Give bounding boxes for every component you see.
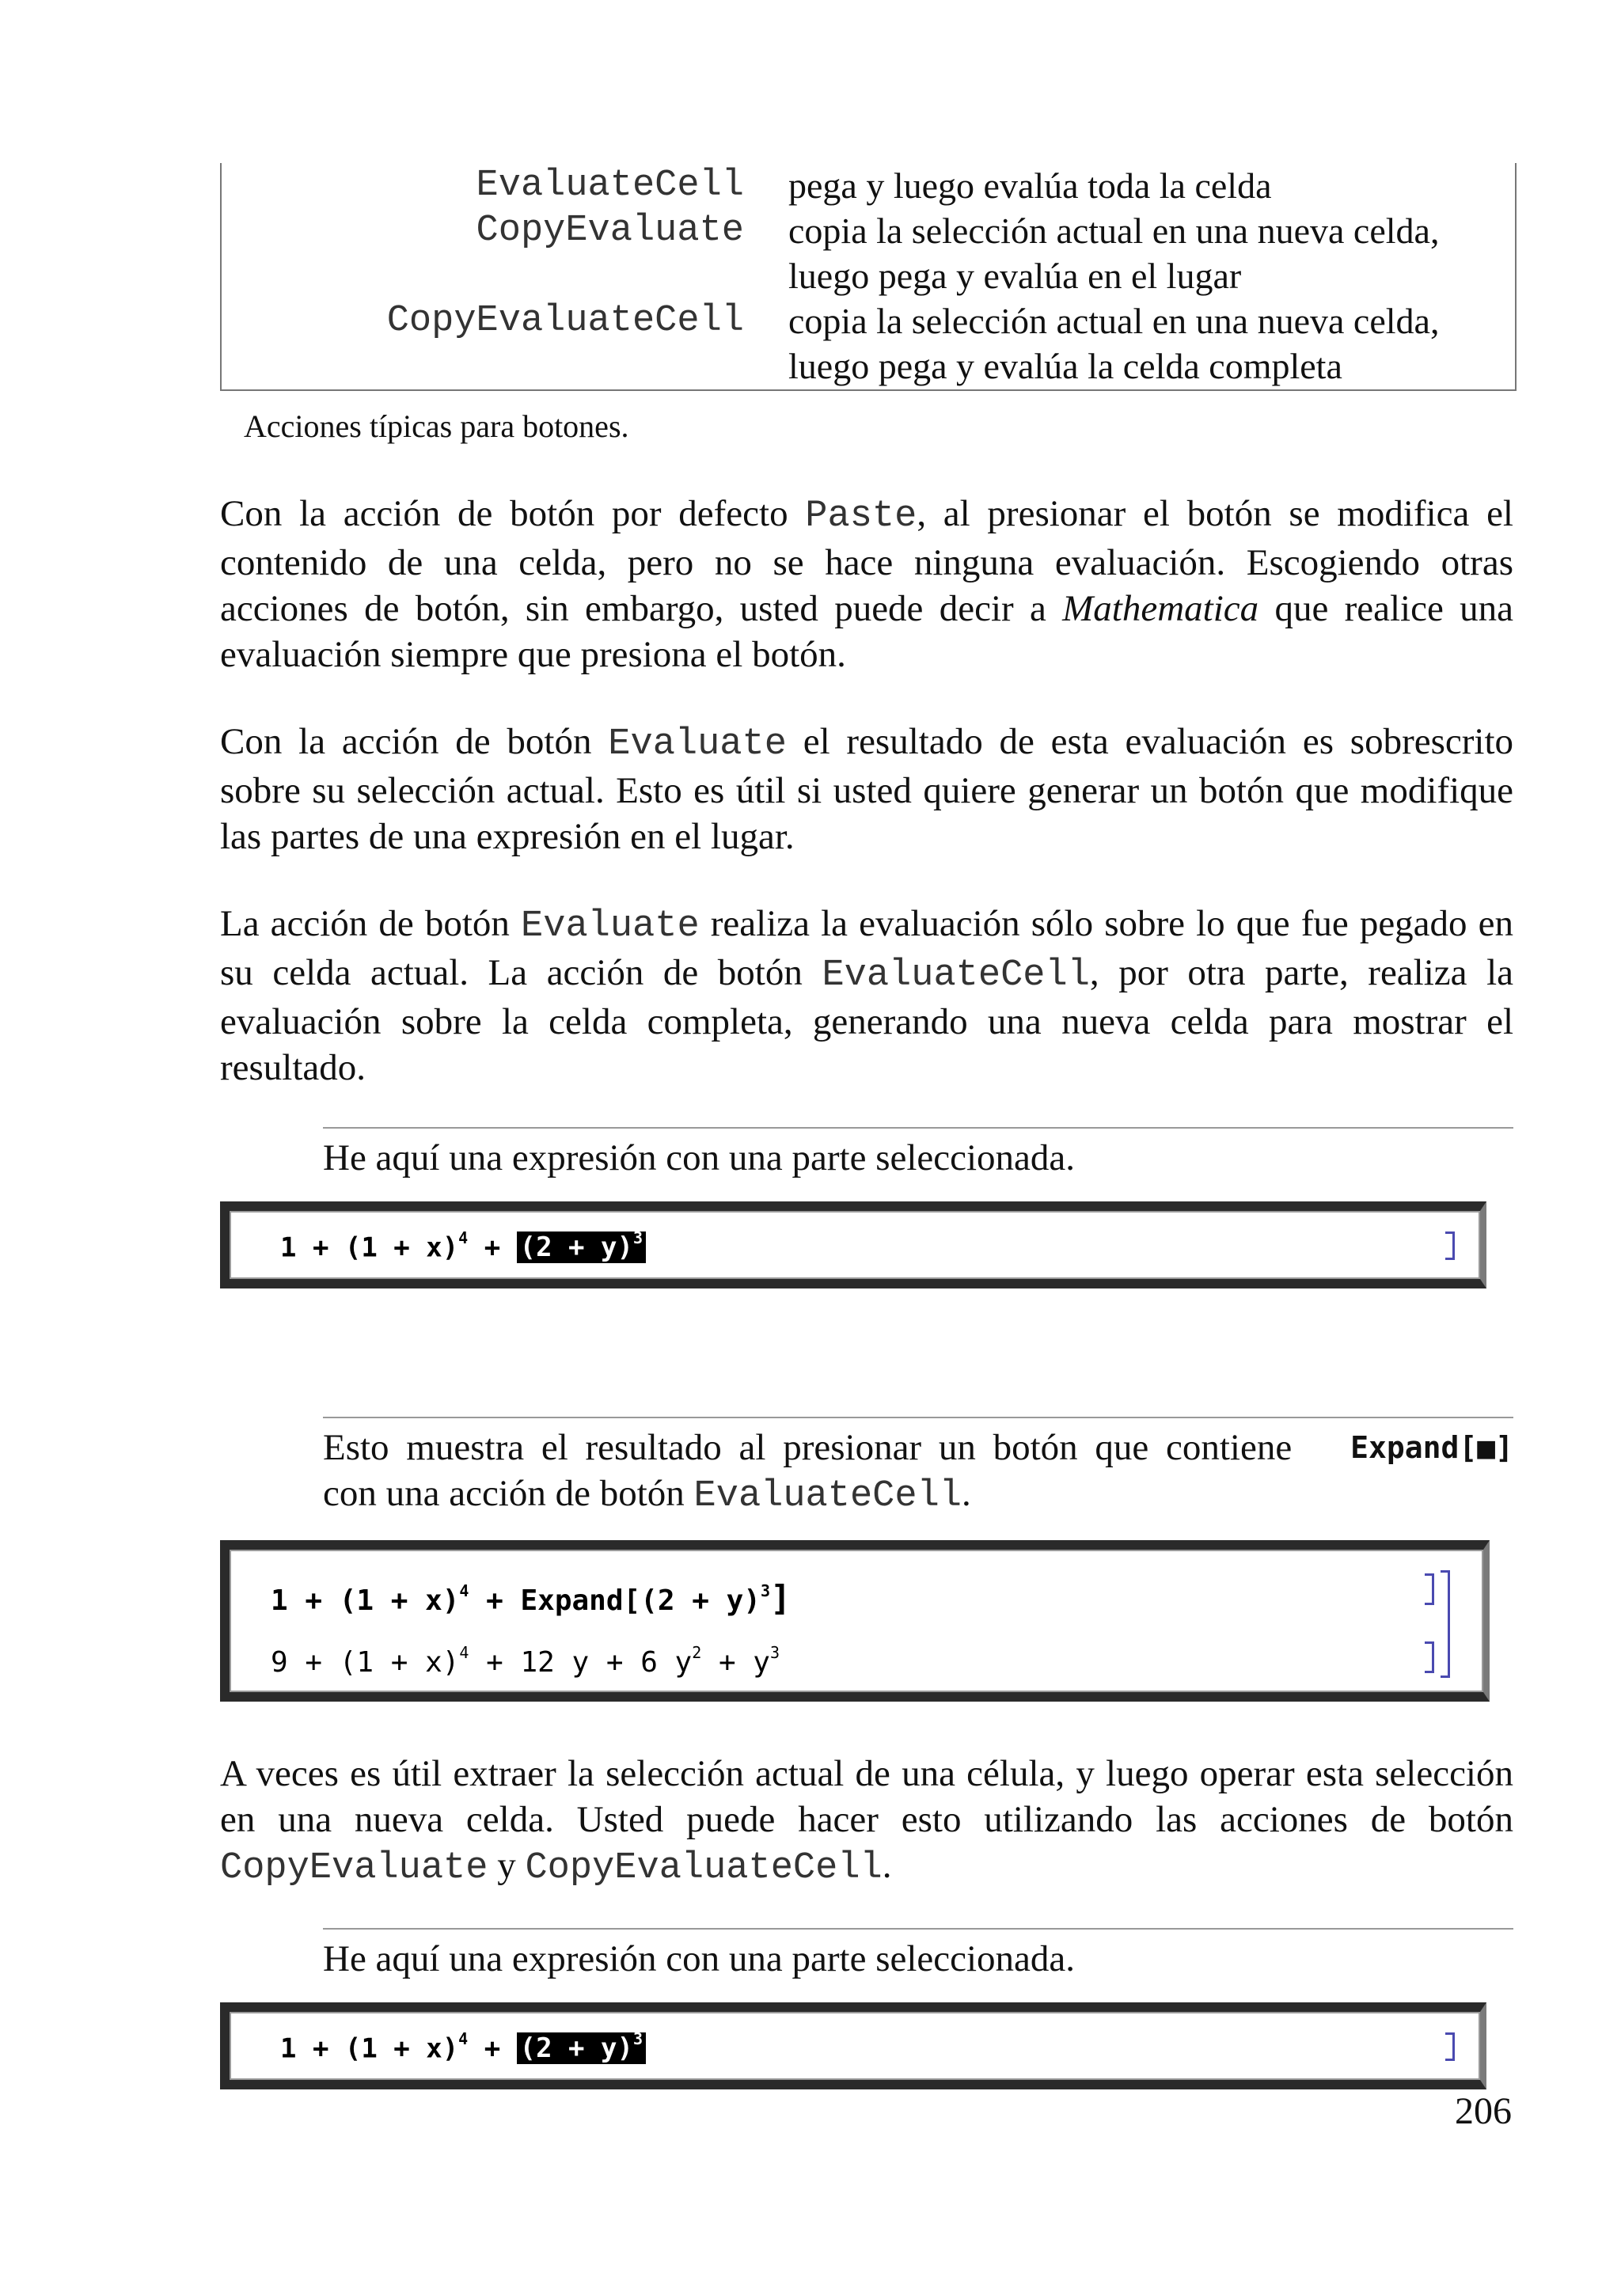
emphasis: Mathematica bbox=[1062, 588, 1259, 629]
example-note: He aquí una expresión con una parte seleccionada. bbox=[323, 1938, 1076, 1979]
expr-part: 9 + (1 + x) bbox=[271, 1646, 460, 1679]
notebook-cell[interactable] bbox=[220, 1201, 1486, 1288]
input-expression bbox=[271, 1578, 791, 1619]
text: Esto muestra el resultado al presionar un botón que contiene bbox=[323, 1427, 1293, 1468]
button-actions-table bbox=[220, 163, 1517, 391]
expr-part: 1 + (1 + x) bbox=[271, 1584, 460, 1617]
inline-code: Expand[■] bbox=[1350, 1430, 1513, 1465]
text: y bbox=[488, 1845, 526, 1886]
text: Con la acción de botón por defecto bbox=[220, 493, 806, 534]
expr-part: 1 + (1 + x) bbox=[280, 1231, 459, 1264]
exponent: 3 bbox=[632, 2029, 643, 2048]
divider bbox=[323, 1127, 1513, 1129]
exponent: 2 bbox=[692, 1643, 702, 1662]
table-cell-description: luego pega y evalúa la celda completa bbox=[788, 346, 1342, 386]
example-note: He aquí una expresión con una parte seleccionada. bbox=[323, 1137, 1076, 1178]
text: que realice una evaluación siempre que presiona el botón. bbox=[220, 588, 1513, 675]
exponent: 3 bbox=[632, 1228, 643, 1247]
text: A veces es útil extraer la selección actual de una célula, y luego operar esta selección en una nueva celda. Usted puede hacer esto utilizando las acciones de botón bbox=[220, 1753, 1513, 1840]
expression bbox=[280, 2029, 646, 2065]
notebook-cell-group[interactable] bbox=[220, 1540, 1490, 1702]
notebook-cell[interactable] bbox=[220, 2002, 1486, 2089]
note-line bbox=[323, 1425, 1513, 1471]
text: . bbox=[882, 1845, 892, 1886]
exponent: 4 bbox=[458, 2029, 469, 2048]
inline-code: CopyEvaluate bbox=[220, 1847, 488, 1889]
table-cell-command: CopyEvaluateCell bbox=[386, 300, 744, 342]
paragraph-3 bbox=[220, 901, 1513, 1091]
table-cell-command: CopyEvaluate bbox=[476, 210, 744, 252]
expr-part: + bbox=[468, 2032, 517, 2065]
group-bracket[interactable] bbox=[1441, 1570, 1450, 1678]
inline-code: EvaluateCell bbox=[693, 1475, 962, 1517]
text: Con la acción de botón bbox=[220, 721, 609, 762]
selected-subexpression[interactable] bbox=[517, 2029, 646, 2065]
expr-part: (2 + y) bbox=[519, 1231, 633, 1264]
inline-code: Paste bbox=[805, 495, 917, 537]
table-caption: Acciones típicas para botones. bbox=[244, 408, 629, 444]
selected-subexpression[interactable] bbox=[517, 1228, 646, 1264]
text: . bbox=[962, 1473, 971, 1514]
cell-bracket[interactable] bbox=[1445, 1231, 1455, 1260]
text: con una acción de botón bbox=[323, 1473, 694, 1514]
exponent: 3 bbox=[760, 1581, 770, 1600]
divider bbox=[323, 1417, 1513, 1418]
paragraph-1 bbox=[220, 491, 1513, 677]
expr-part: + 12 y + 6 y bbox=[469, 1646, 693, 1679]
exponent: 4 bbox=[459, 1643, 469, 1662]
inline-code: CopyEvaluateCell bbox=[525, 1847, 883, 1889]
inline-code: Evaluate bbox=[608, 723, 787, 765]
text: el resultado de esta evaluación es sobrescrito sobre su selección actual. Esto es útil si usted quiere generar un botón que modifique las partes de una expresión en el lugar. bbox=[220, 721, 1514, 857]
note-line bbox=[323, 1471, 1513, 1520]
exponent: 4 bbox=[459, 1581, 469, 1600]
expr-part: ] bbox=[769, 1578, 792, 1619]
output-cell-bracket[interactable] bbox=[1425, 1641, 1434, 1673]
paragraph-4 bbox=[220, 1751, 1513, 1892]
expr-part: + y bbox=[701, 1646, 770, 1679]
divider bbox=[323, 1928, 1513, 1930]
paragraph-2 bbox=[220, 719, 1513, 860]
inline-code: Evaluate bbox=[521, 905, 700, 947]
text: realiza la evaluación sólo sobre lo que fue pegado en su celda actual. La acción de botón bbox=[220, 903, 1513, 993]
table-cell-command: EvaluateCell bbox=[476, 165, 744, 207]
text: , al presionar el botón se modifica el contenido de una celda, pero no se hace ninguna evaluación. Escogiendo otras acciones de botón, sin embargo, usted puede decir a bbox=[220, 493, 1513, 629]
inline-code: EvaluateCell bbox=[822, 954, 1090, 996]
input-cell-bracket[interactable] bbox=[1425, 1573, 1434, 1605]
exponent: 3 bbox=[769, 1643, 780, 1662]
table-cell-description: copia la selección actual en una nueva celda, bbox=[788, 301, 1440, 341]
example-note bbox=[323, 1425, 1513, 1520]
cell-bracket[interactable] bbox=[1445, 2032, 1455, 2061]
table-cell-description: pega y luego evalúa toda la celda bbox=[788, 165, 1272, 206]
expr-part: + bbox=[468, 1231, 517, 1264]
expr-part: 1 + (1 + x) bbox=[280, 2032, 459, 2065]
table-cell-description: copia la selección actual en una nueva celda, bbox=[788, 211, 1440, 251]
page-number: 206 bbox=[1455, 2090, 1512, 2132]
table-cell-description: luego pega y evalúa en el lugar bbox=[788, 256, 1242, 296]
exponent: 4 bbox=[458, 1228, 469, 1247]
output-expression bbox=[271, 1643, 780, 1679]
text: , por otra parte, realiza la evaluación sobre la celda completa, generando una nueva celda para mostrar el resultado. bbox=[220, 952, 1513, 1088]
expr-part: + Expand[(2 + y) bbox=[469, 1584, 761, 1617]
expr-part: (2 + y) bbox=[519, 2032, 633, 2065]
expression bbox=[280, 1228, 646, 1264]
text: La acción de botón bbox=[220, 903, 522, 944]
